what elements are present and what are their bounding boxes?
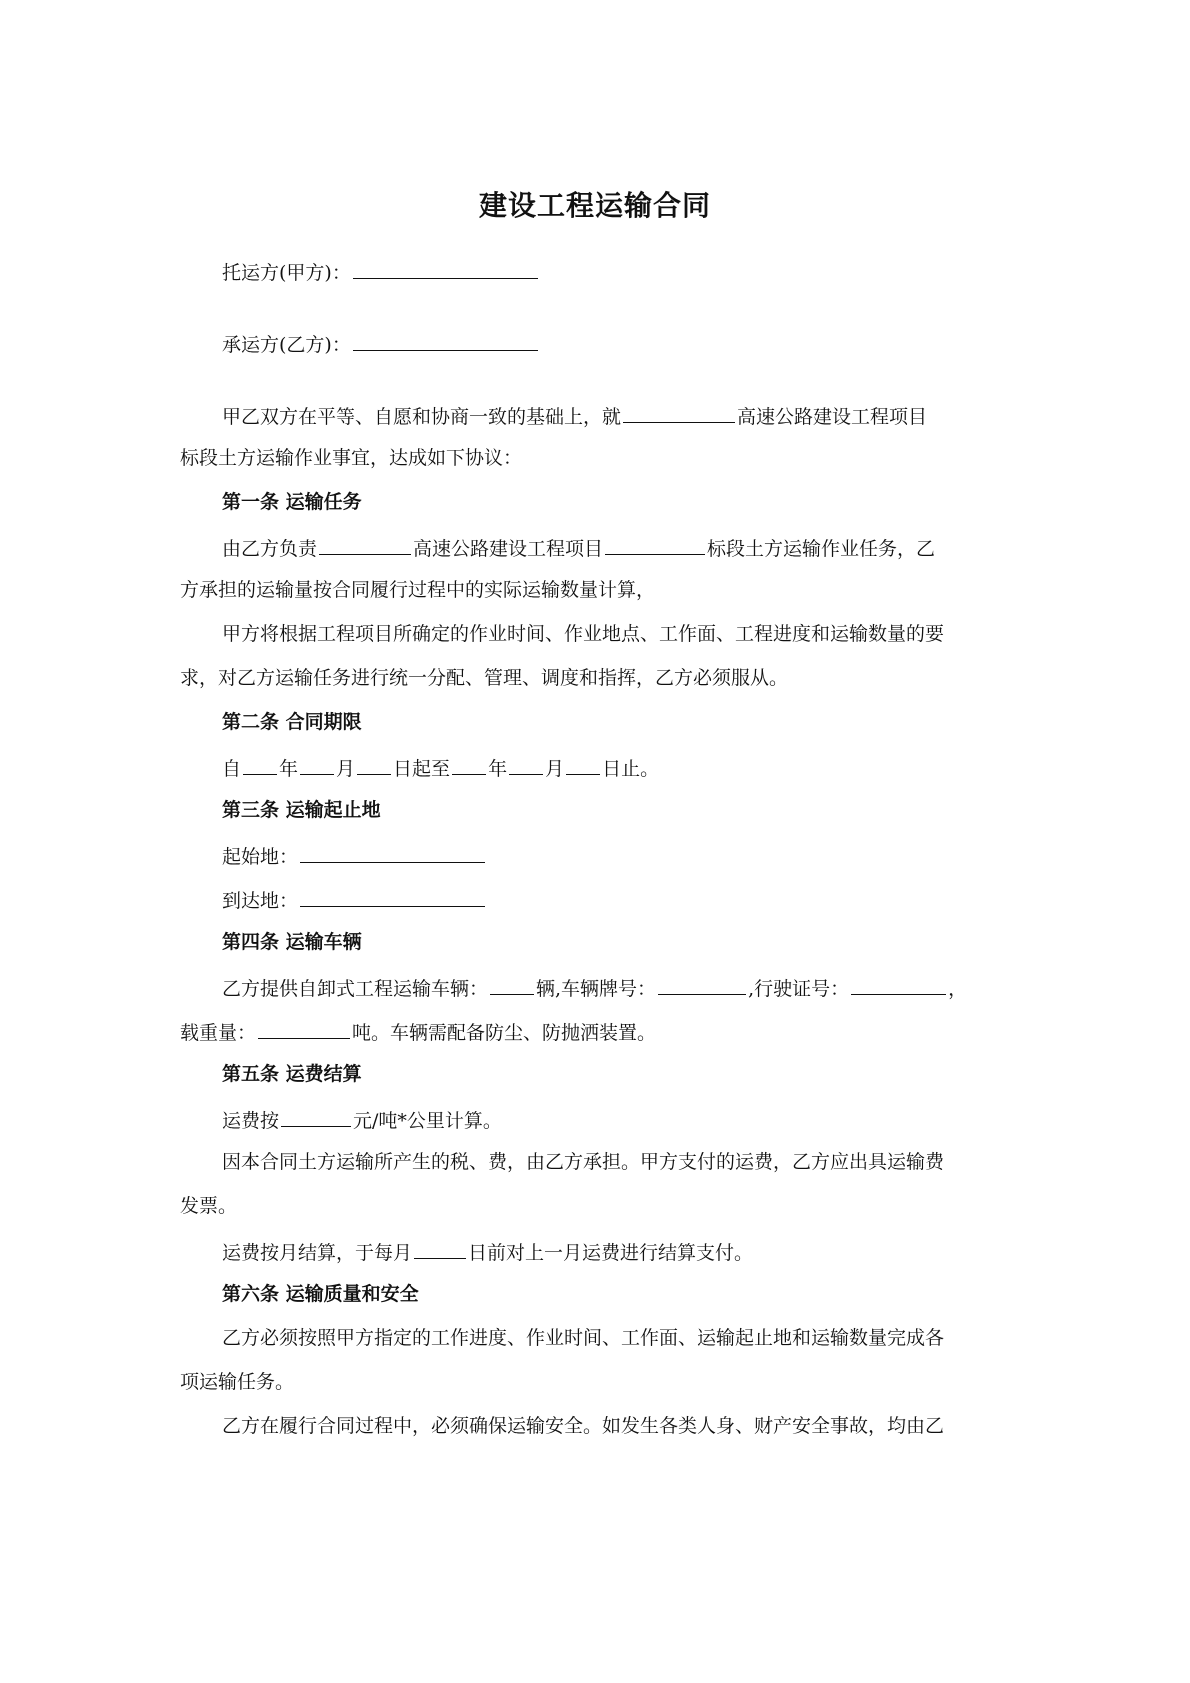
art5-settle-a: 运费按月结算，于每月	[222, 1242, 413, 1264]
party-a-line	[222, 258, 540, 285]
load-capacity-blank[interactable]	[258, 1018, 350, 1039]
article-5-para-2-line-2: 发票。	[180, 1195, 238, 1217]
art5-text-a: 运费按	[222, 1110, 280, 1132]
article-5-para-3	[222, 1238, 753, 1265]
party-a-label: 托运方(甲方)：	[222, 262, 351, 284]
article-6-para-2-line-1: 乙方在履行合同过程中，必须确保运输安全。如发生各类人身、财产安全事故，均由乙	[222, 1415, 945, 1437]
article-2-heading: 第二条 合同期限	[222, 711, 362, 733]
article-5-para-2-line-1: 因本合同土方运输所产生的税、费，由乙方承担。甲方支付的运费，乙方应出具运输费	[222, 1151, 945, 1173]
art2-year-2: 年	[488, 758, 508, 780]
article-1-para-2-line-1: 甲方将根据工程项目所确定的作业时间、作业地点、工作面、工程进度和运输数量的要	[222, 623, 945, 645]
document-title: 建设工程运输合同	[478, 189, 711, 222]
art2-year-1: 年	[279, 758, 299, 780]
license-number-blank[interactable]	[851, 974, 946, 995]
article-1-para-1-line-1	[222, 534, 935, 561]
article-1-para-2-line-2: 求，对乙方运输任务进行统一分配、管理、调度和指挥，乙方必须服从。	[180, 667, 789, 689]
intro-line-1	[222, 402, 927, 429]
art1-section-blank[interactable]	[605, 534, 705, 555]
intro-text-b: 高速公路建设工程项目	[737, 406, 928, 428]
art4-text-d: ，	[948, 978, 968, 1000]
art2-month-2: 月	[545, 758, 565, 780]
freight-rate-blank[interactable]	[281, 1106, 351, 1127]
destination-label: 到达地：	[222, 890, 299, 912]
end-day-blank[interactable]	[566, 754, 600, 775]
article-1-para-1-line-2: 方承担的运输量按合同履行过程中的实际运输数量计算，	[180, 579, 656, 601]
vehicle-count-blank[interactable]	[490, 974, 534, 995]
origin-blank[interactable]	[300, 842, 485, 863]
destination-line	[222, 886, 487, 913]
art4-text-b: 辆,车辆牌号：	[536, 978, 657, 1000]
start-year-blank[interactable]	[243, 754, 277, 775]
plate-number-blank[interactable]	[658, 974, 746, 995]
article-6-heading: 第六条 运输质量和安全	[222, 1283, 419, 1305]
art4-load-label: 载重量：	[180, 1022, 257, 1044]
article-2-date-line	[222, 754, 659, 781]
party-a-blank[interactable]	[353, 258, 538, 279]
party-b-blank[interactable]	[353, 330, 538, 351]
party-b-line	[222, 330, 540, 357]
settlement-day-blank[interactable]	[414, 1238, 466, 1259]
article-1-heading: 第一条 运输任务	[222, 491, 362, 513]
article-6-para-1-line-2: 项运输任务。	[180, 1371, 295, 1393]
origin-line	[222, 842, 487, 869]
art1-text-a: 由乙方负责	[222, 538, 318, 560]
end-month-blank[interactable]	[509, 754, 543, 775]
art1-text-c: 标段土方运输作业任务，乙	[707, 538, 936, 560]
article-5-line-1	[222, 1106, 502, 1133]
art2-from: 自	[222, 758, 242, 780]
art4-text-a: 乙方提供自卸式工程运输车辆：	[222, 978, 489, 1000]
origin-label: 起始地：	[222, 846, 299, 868]
art1-highway-blank[interactable]	[319, 534, 411, 555]
article-4-heading: 第四条 运输车辆	[222, 931, 362, 953]
art2-day-to: 日起至	[393, 758, 451, 780]
article-6-para-1-line-1: 乙方必须按照甲方指定的工作进度、作业时间、工作面、运输起止地和运输数量完成各	[222, 1327, 945, 1349]
start-month-blank[interactable]	[300, 754, 334, 775]
highway-name-blank[interactable]	[623, 402, 735, 423]
article-5-heading: 第五条 运费结算	[222, 1063, 362, 1085]
article-4-line-1	[222, 974, 967, 1001]
art5-text-b: 元/吨*公里计算。	[353, 1110, 502, 1132]
art4-load-text: 吨。车辆需配备防尘、防抛洒装置。	[352, 1022, 657, 1044]
end-year-blank[interactable]	[452, 754, 486, 775]
intro-line-2: 标段土方运输作业事宜，达成如下协议：	[180, 447, 523, 469]
article-3-heading: 第三条 运输起止地	[222, 799, 381, 821]
art1-text-b: 高速公路建设工程项目	[413, 538, 604, 560]
destination-blank[interactable]	[300, 886, 485, 907]
intro-text-a: 甲乙双方在平等、自愿和协商一致的基础上，就	[222, 406, 622, 428]
article-4-line-2	[180, 1018, 656, 1045]
art2-end: 日止。	[602, 758, 660, 780]
party-b-label: 承运方(乙方)：	[222, 334, 351, 356]
art2-month-1: 月	[336, 758, 356, 780]
art4-text-c: ,行驶证号：	[748, 978, 850, 1000]
start-day-blank[interactable]	[357, 754, 391, 775]
art5-settle-b: 日前对上一月运费进行结算支付。	[468, 1242, 754, 1264]
